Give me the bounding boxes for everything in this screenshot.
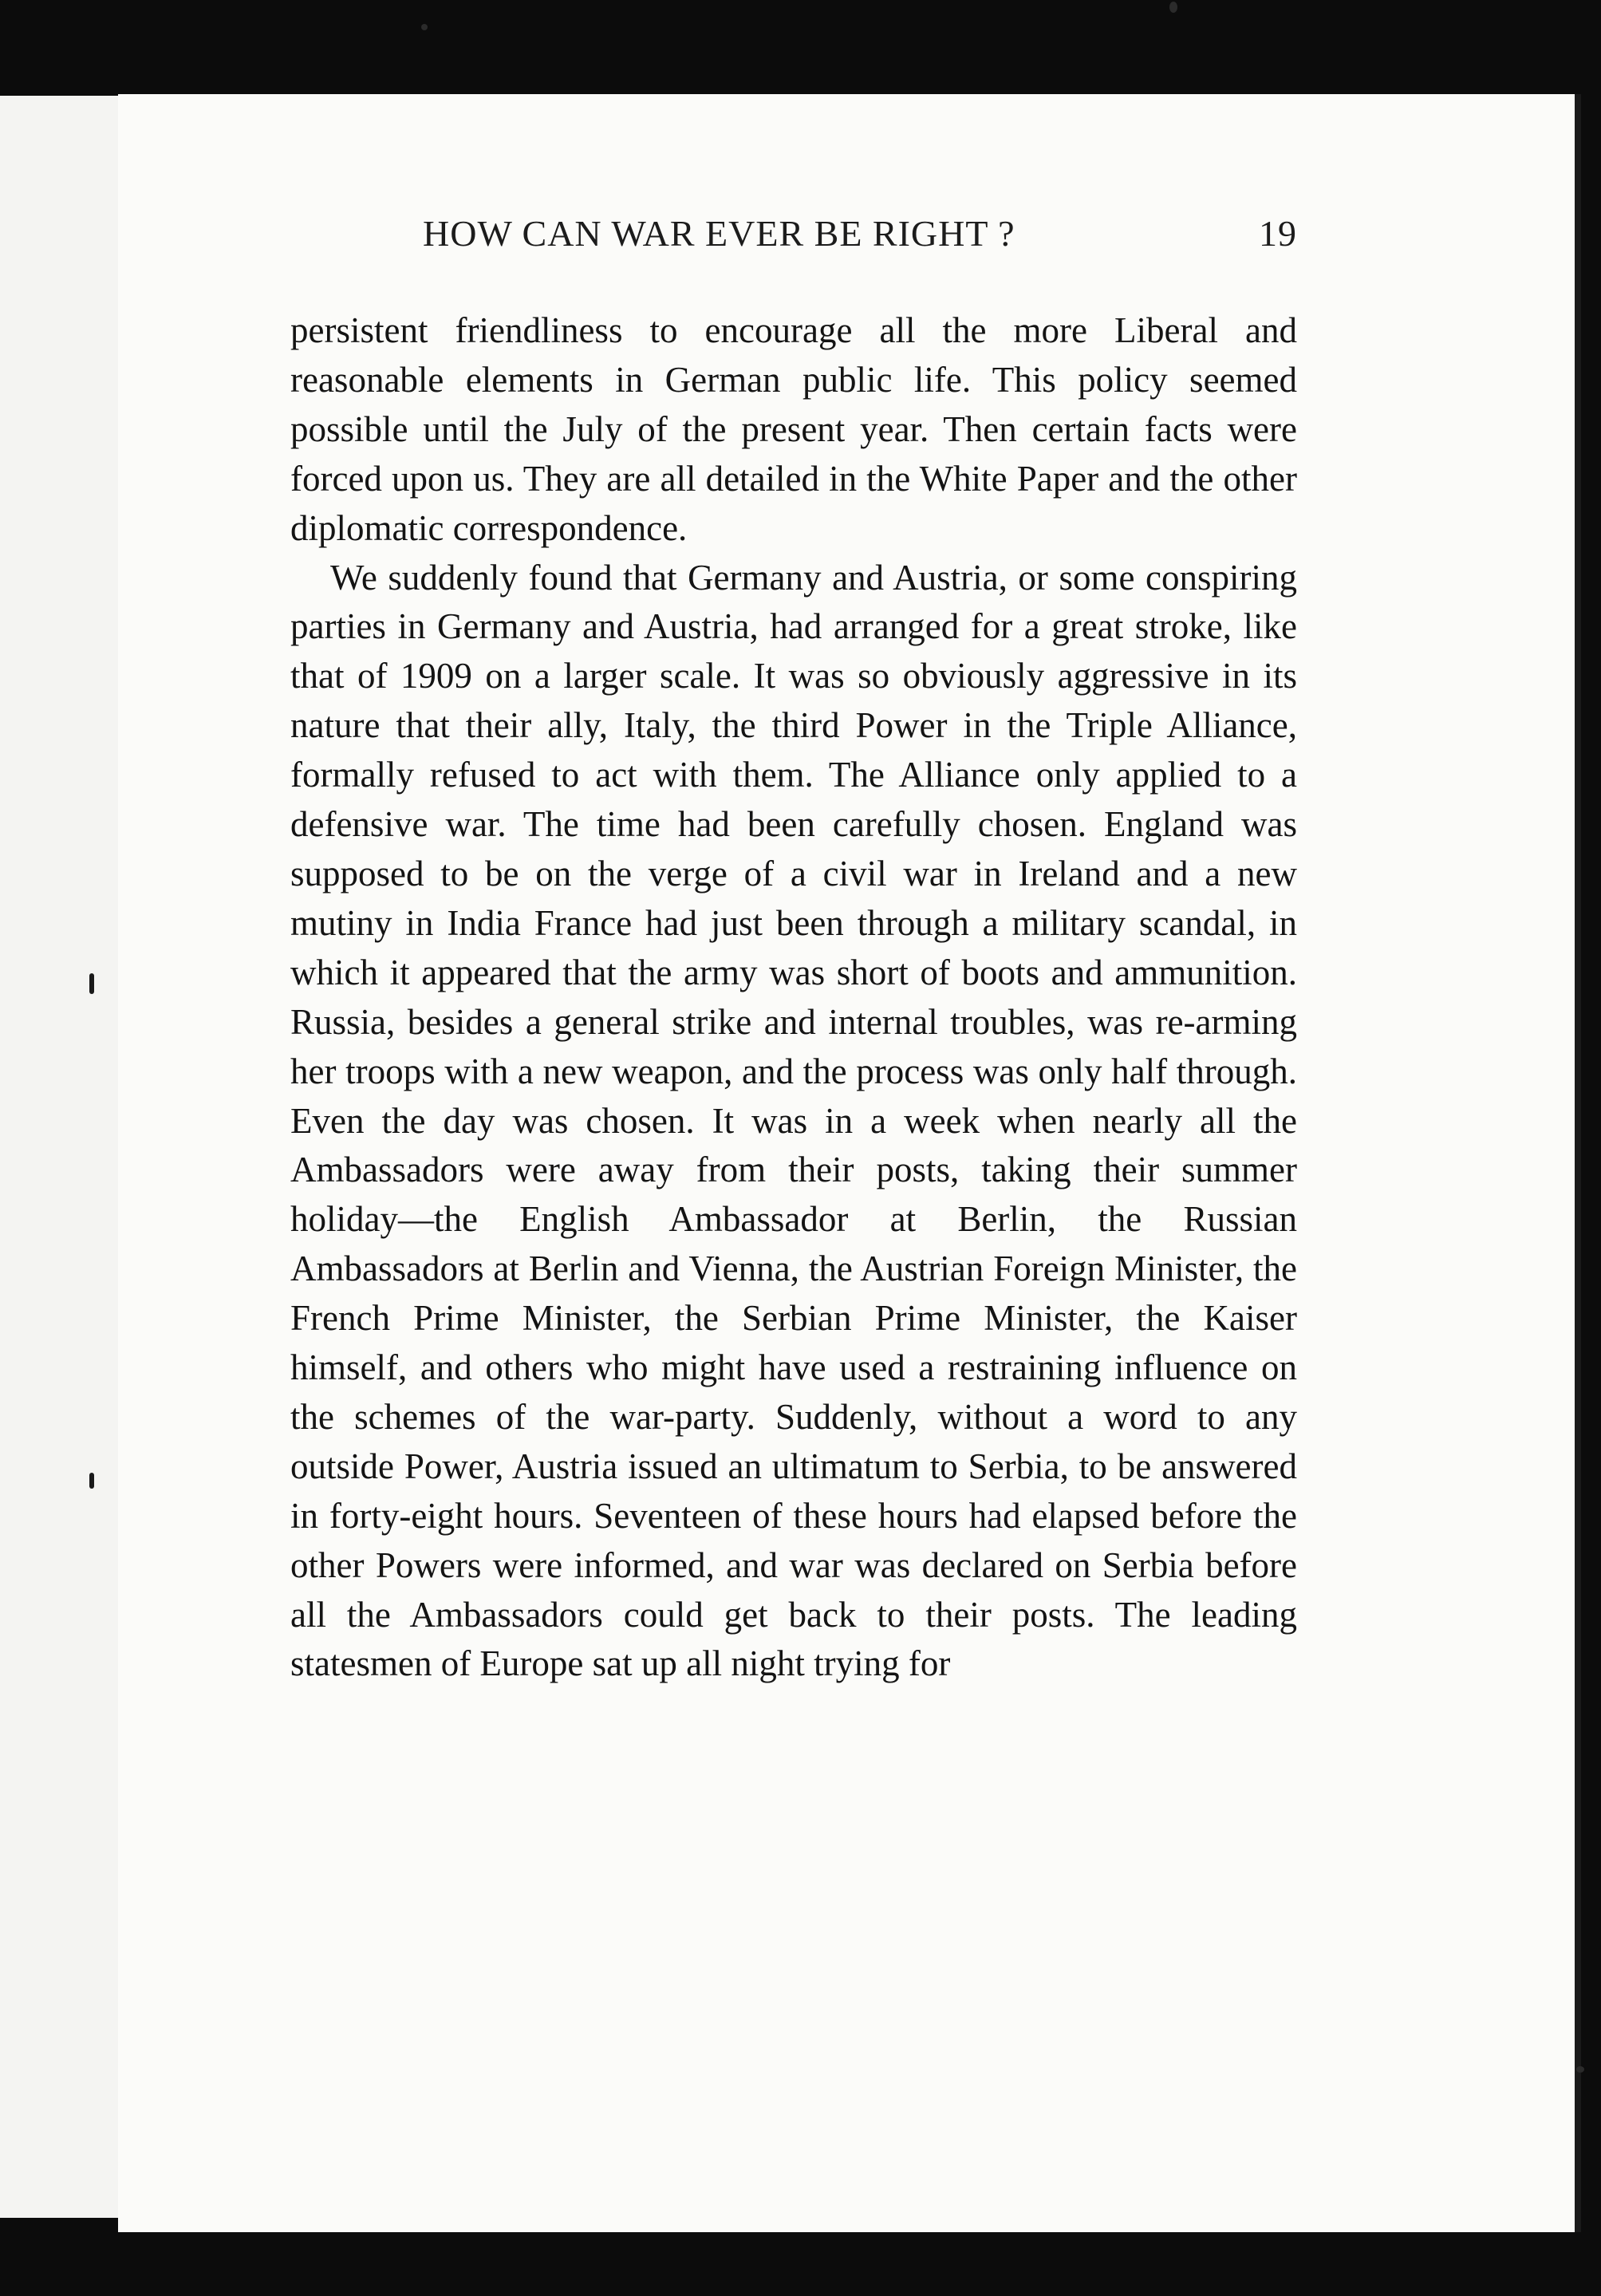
scan-speck bbox=[1576, 2066, 1584, 2073]
page-content bbox=[290, 212, 1297, 1689]
page-number: 19 bbox=[1259, 213, 1297, 254]
facing-page-edge bbox=[0, 96, 123, 2218]
scan-speck bbox=[421, 24, 428, 30]
body-text bbox=[290, 306, 1297, 1689]
scan-speck bbox=[1169, 2, 1177, 13]
paragraph: persistent friendliness to encourage all the more Liberal and reasonable elements in German public life. This policy seemed possible until the July of the present year. Then certain facts were forced upon us. They are all detailed in the White Paper and the other diplomatic correspondence. bbox=[290, 310, 1297, 548]
binding-mark bbox=[89, 973, 94, 994]
running-header bbox=[290, 212, 1297, 263]
running-title: HOW CAN WAR EVER BE RIGHT ? bbox=[423, 213, 1015, 254]
binding-mark bbox=[89, 1473, 94, 1489]
book-page bbox=[118, 94, 1581, 2232]
paragraph: We suddenly found that Germany and Austria, or some conspiring parties in Germany and Austria, had arranged for a great stroke, like that of 1909 on a larger scale. It was so obviously aggressive in its nature that their ally, Italy, the third Power in the Triple Alliance, formally refused to act with them. The Alliance only applied to a defensive war. The time had been carefully chosen. England was supposed to be on the verge of a civil war in Ireland and a new mutiny in India France had just been through a military scandal, in which it appeared that the army was short of boots and ammunition. Russia, besides a general strike and internal troubles, was re-arming her troops with a new weapon, and the process was only half through. Even the day was chosen. It was in a week when nearly all the Ambassadors were away from their posts, taking their summer holiday—the English Ambassador at Berlin, the Russian Ambassadors at Berlin and Vienna, the Austrian Foreign Minister, the French Prime Minister, the Serbian Prime Minister, the Kaiser himself, and others who might have used a restraining influence on the schemes of the war-party. Suddenly, without a word to any outside Power, Austria issued an ultimatum to Serbia, to be answered in forty-eight hours. Seventeen of these hours had elapsed before the other Powers were informed, and war was declared on Serbia before all the Ambassadors could get back to their posts. The leading statesmen of Europe sat up all night trying for bbox=[290, 557, 1297, 1684]
